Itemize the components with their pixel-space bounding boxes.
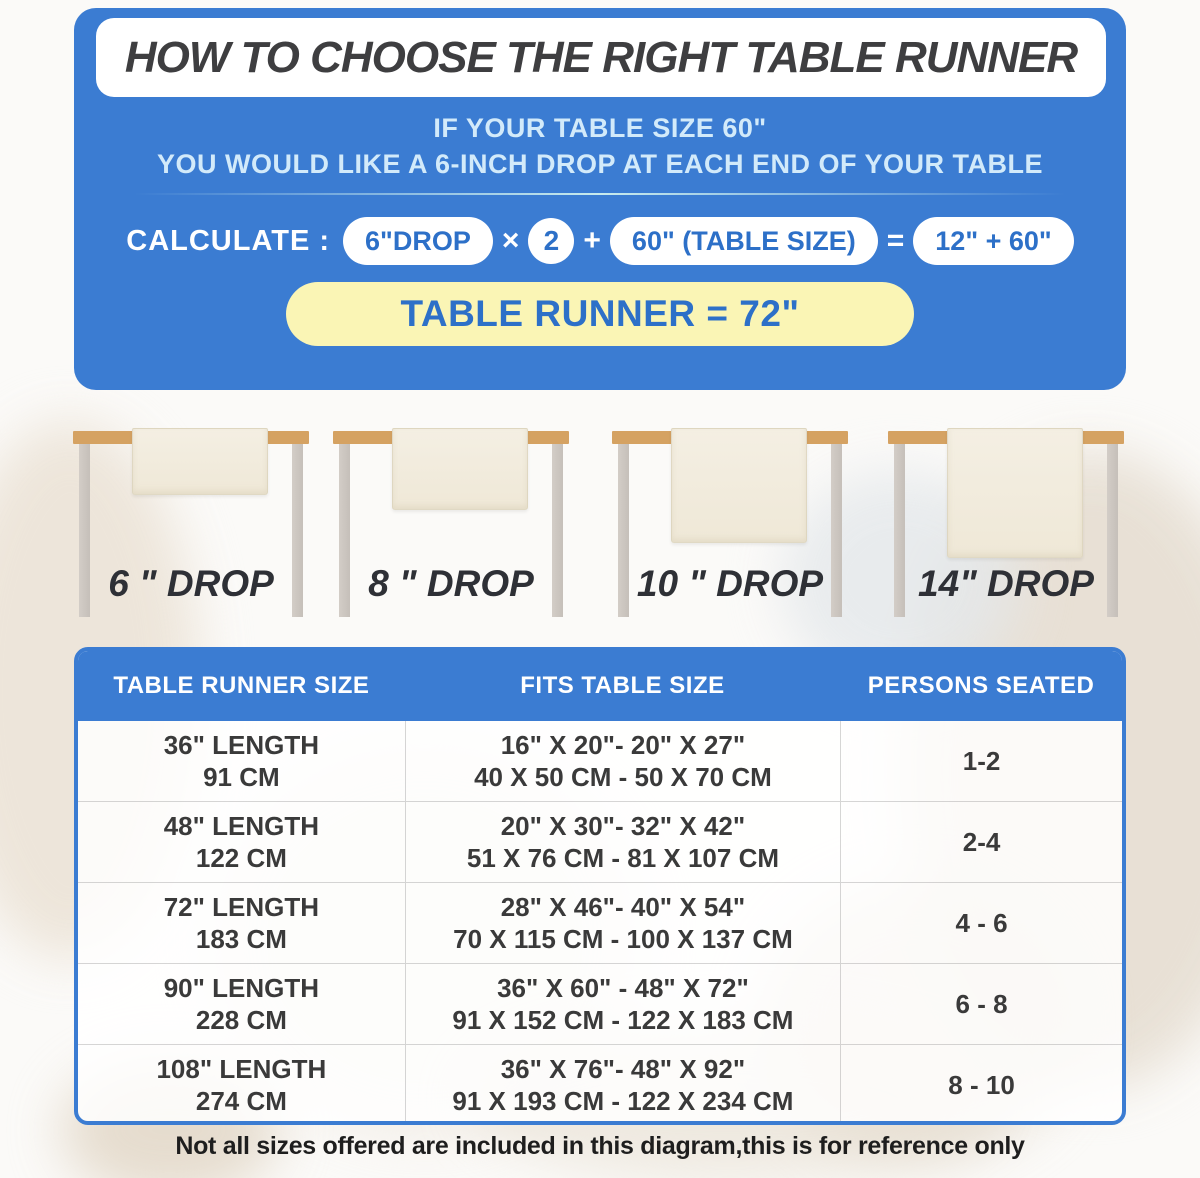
fits-size-cell <box>405 883 840 963</box>
table-runner-cloth <box>947 428 1083 558</box>
size-reference-table <box>74 647 1126 1125</box>
column-header-persons: PERSONS SEATED <box>867 672 1095 699</box>
drop-label: 14" DROP <box>918 563 1094 604</box>
table-row <box>78 1044 1122 1125</box>
persons-seated: 4 - 6 <box>955 908 1008 938</box>
fits-inches: 36" X 76"- 48" X 92" <box>500 1054 746 1084</box>
persons-cell <box>840 802 1122 882</box>
equals-sign: = <box>886 224 905 257</box>
sum-pill: 12" + 60" <box>913 217 1073 265</box>
runner-size-cell <box>78 1045 405 1125</box>
fits-inches: 36" X 60" - 48" X 72" <box>497 973 749 1003</box>
fits-size-cell <box>405 802 840 882</box>
table-row <box>78 963 1122 1044</box>
fits-inches: 16" X 20"- 20" X 27" <box>500 730 746 760</box>
column-header-fits-size: FITS TABLE SIZE <box>520 672 725 699</box>
size-cm: 122 CM <box>195 843 287 873</box>
plus-sign: + <box>583 224 601 257</box>
size-inches: 72" LENGTH <box>163 892 320 922</box>
persons-seated: 1-2 <box>962 746 1001 776</box>
size-cm: 183 CM <box>195 924 287 954</box>
runner-size-cell <box>78 721 405 801</box>
runner-size-cell <box>78 883 405 963</box>
calculate-label: CALCULATE : <box>126 224 331 257</box>
size-cm: 91 CM <box>203 762 280 792</box>
persons-cell <box>840 721 1122 801</box>
subtitle-line-1: IF YOUR TABLE SIZE 60" <box>433 113 767 143</box>
size-cm: 228 CM <box>195 1005 287 1035</box>
table-body <box>78 721 1122 1121</box>
table-runner-cloth <box>392 428 528 510</box>
fits-cm: 70 X 115 CM - 100 X 137 CM <box>453 924 793 954</box>
multiply-sign: × <box>501 224 520 257</box>
fits-size-cell <box>405 721 840 801</box>
table-illustration-6in <box>73 395 309 645</box>
persons-cell <box>840 964 1122 1044</box>
table-row <box>78 801 1122 882</box>
drop-label: 8 " DROP <box>368 563 534 604</box>
persons-seated: 2-4 <box>962 827 1001 857</box>
result-pill: TABLE RUNNER = 72" <box>286 282 914 346</box>
drop-label: 6 " DROP <box>108 563 274 604</box>
reference-footnote: Not all sizes offered are included in this diagram,this is for reference only <box>175 1132 1025 1160</box>
size-inches: 108" LENGTH <box>156 1054 327 1084</box>
table-row <box>78 882 1122 963</box>
table-runner-cloth <box>132 428 268 495</box>
persons-seated: 6 - 8 <box>955 989 1008 1019</box>
size-cm: 274 CM <box>195 1086 287 1116</box>
table-illustration-8in <box>333 395 569 645</box>
subtitle-line-2: YOU WOULD LIKE A 6-INCH DROP AT EACH END OF YOUR TABLE <box>156 149 1044 179</box>
persons-cell <box>840 883 1122 963</box>
panel-divider <box>134 193 1066 195</box>
persons-seated: 8 - 10 <box>948 1070 1015 1100</box>
column-header-runner-size: TABLE RUNNER SIZE <box>113 672 370 699</box>
page-title: HOW TO CHOOSE THE RIGHT TABLE RUNNER <box>124 32 1078 82</box>
title-banner <box>96 18 1106 97</box>
size-inches: 90" LENGTH <box>163 973 320 1003</box>
calculation-formula <box>74 217 1126 265</box>
fits-cm: 40 X 50 CM - 50 X 70 CM <box>474 762 772 792</box>
table-runner-cloth <box>671 428 807 543</box>
table-size-pill: 60" (TABLE SIZE) <box>610 217 878 265</box>
table-illustration-14in <box>888 395 1124 645</box>
instruction-panel <box>74 8 1126 390</box>
fits-cm: 51 X 76 CM - 81 X 107 CM <box>466 843 779 873</box>
size-inches: 48" LENGTH <box>163 811 320 841</box>
drop-label: 10 " DROP <box>636 563 824 604</box>
fits-cm: 91 X 193 CM - 122 X 234 CM <box>452 1086 794 1116</box>
fits-cm: 91 X 152 CM - 122 X 183 CM <box>452 1005 794 1035</box>
fits-inches: 28" X 46"- 40" X 54" <box>500 892 746 922</box>
persons-cell <box>840 1045 1122 1125</box>
size-inches: 36" LENGTH <box>163 730 320 760</box>
runner-size-cell <box>78 802 405 882</box>
fits-size-cell <box>405 964 840 1044</box>
runner-size-cell <box>78 964 405 1044</box>
fits-inches: 20" X 30"- 32" X 42" <box>500 811 746 841</box>
table-illustration-10in <box>612 395 848 645</box>
drop-value-pill: 6"DROP <box>343 217 493 265</box>
table-row <box>78 721 1122 801</box>
drop-illustrations <box>0 395 1200 645</box>
fits-size-cell <box>405 1045 840 1125</box>
multiplier-circle: 2 <box>528 218 574 264</box>
table-header-row <box>78 651 1122 721</box>
